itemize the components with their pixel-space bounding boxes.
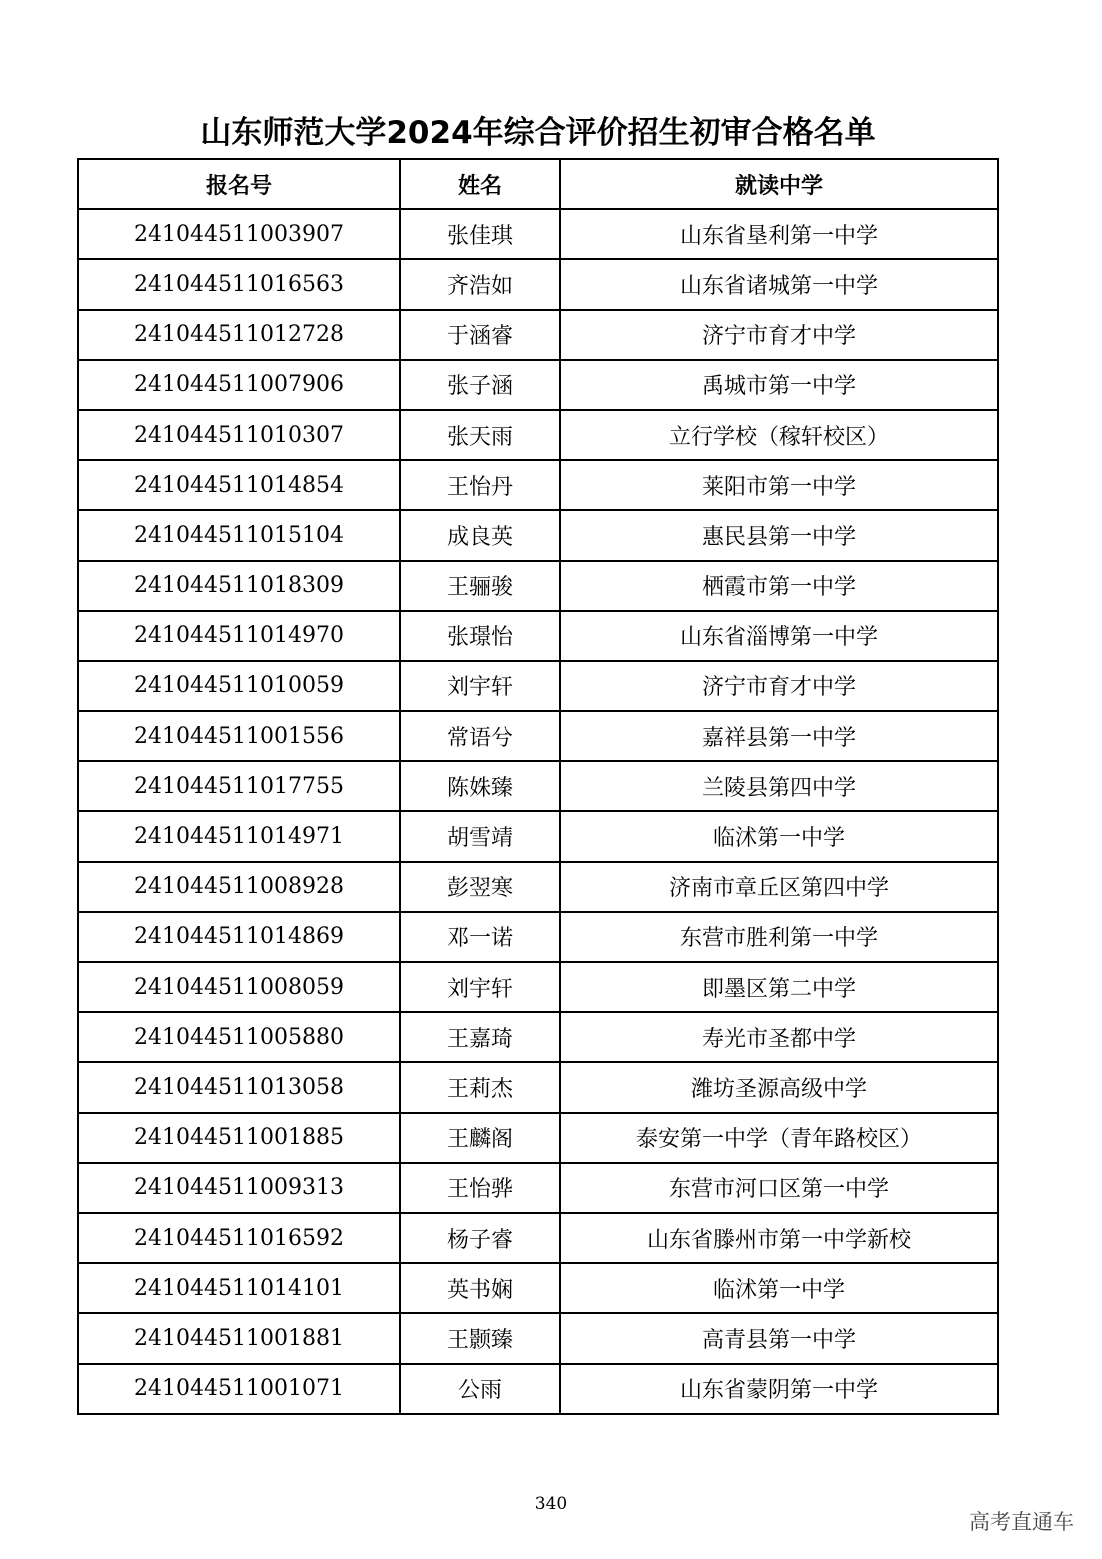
table-row [78, 811, 998, 861]
student-name-cell: 张璟怡 [400, 611, 560, 661]
student-name-cell: 王莉杰 [400, 1062, 560, 1112]
registration-number-cell: 241044511009313 [78, 1163, 400, 1213]
admission-list-table [77, 158, 999, 1415]
registration-number-cell: 241044511001071 [78, 1364, 400, 1414]
school-cell: 济南市章丘区第四中学 [560, 862, 998, 912]
table-row [78, 209, 998, 259]
header-registration-number: 报名号 [78, 159, 400, 209]
student-name-cell: 陈姝臻 [400, 761, 560, 811]
student-name-cell: 张佳琪 [400, 209, 560, 259]
table-row [78, 510, 998, 560]
registration-number-cell: 241044511017755 [78, 761, 400, 811]
student-name-cell: 于涵睿 [400, 310, 560, 360]
student-name-cell: 成良英 [400, 510, 560, 560]
student-name-cell: 齐浩如 [400, 259, 560, 309]
student-name-cell: 刘宇轩 [400, 962, 560, 1012]
header-name: 姓名 [400, 159, 560, 209]
registration-number-cell: 241044511013058 [78, 1062, 400, 1112]
registration-number-cell: 241044511012728 [78, 310, 400, 360]
school-cell: 山东省滕州市第一中学新校 [560, 1213, 998, 1263]
student-name-cell: 王嘉琦 [400, 1012, 560, 1062]
table-row [78, 862, 998, 912]
table-row [78, 1062, 998, 1112]
school-cell: 栖霞市第一中学 [560, 561, 998, 611]
registration-number-cell: 241044511001885 [78, 1113, 400, 1163]
registration-number-cell: 241044511015104 [78, 510, 400, 560]
table-row [78, 761, 998, 811]
registration-number-cell: 241044511016592 [78, 1213, 400, 1263]
registration-number-cell: 241044511014854 [78, 460, 400, 510]
student-name-cell: 胡雪靖 [400, 811, 560, 861]
school-cell: 济宁市育才中学 [560, 310, 998, 360]
watermark-logo-text: 高考直通车 [969, 1510, 1074, 1534]
registration-number-cell: 241044511007906 [78, 360, 400, 410]
registration-number-cell: 241044511008059 [78, 962, 400, 1012]
school-cell: 临沭第一中学 [560, 1263, 998, 1313]
table-row [78, 360, 998, 410]
student-name-cell: 邓一诺 [400, 912, 560, 962]
registration-number-cell: 241044511001881 [78, 1313, 400, 1363]
student-name-cell: 王怡骅 [400, 1163, 560, 1213]
school-cell: 兰陵县第四中学 [560, 761, 998, 811]
table-row [78, 1213, 998, 1263]
table-row [78, 460, 998, 510]
student-name-cell: 彭翌寒 [400, 862, 560, 912]
student-name-cell: 王骊骏 [400, 561, 560, 611]
student-name-cell: 杨子睿 [400, 1213, 560, 1263]
school-cell: 高青县第一中学 [560, 1313, 998, 1363]
school-cell: 东营市河口区第一中学 [560, 1163, 998, 1213]
header-school: 就读中学 [560, 159, 998, 209]
school-cell: 嘉祥县第一中学 [560, 711, 998, 761]
table-row [78, 1163, 998, 1213]
table-row [78, 1313, 998, 1363]
registration-number-cell: 241044511010059 [78, 661, 400, 711]
registration-number-cell: 241044511008928 [78, 862, 400, 912]
school-cell: 东营市胜利第一中学 [560, 912, 998, 962]
student-name-cell: 王怡丹 [400, 460, 560, 510]
school-cell: 立行学校（稼轩校区） [560, 410, 998, 460]
school-cell: 寿光市圣都中学 [560, 1012, 998, 1062]
table-row [78, 561, 998, 611]
table-row [78, 962, 998, 1012]
school-cell: 禹城市第一中学 [560, 360, 998, 410]
table-row [78, 410, 998, 460]
school-cell: 泰安第一中学（青年路校区） [560, 1113, 998, 1163]
registration-number-cell: 241044511018309 [78, 561, 400, 611]
table-row [78, 661, 998, 711]
school-cell: 即墨区第二中学 [560, 962, 998, 1012]
registration-number-cell: 241044511014869 [78, 912, 400, 962]
table-row [78, 1113, 998, 1163]
registration-number-cell: 241044511016563 [78, 259, 400, 309]
table-row [78, 1012, 998, 1062]
registration-number-cell: 241044511014970 [78, 611, 400, 661]
table-row [78, 1364, 998, 1414]
table-row [78, 1263, 998, 1313]
student-name-cell: 张子涵 [400, 360, 560, 410]
table-row [78, 310, 998, 360]
student-name-cell: 常语兮 [400, 711, 560, 761]
registration-number-cell: 241044511010307 [78, 410, 400, 460]
school-cell: 临沭第一中学 [560, 811, 998, 861]
student-name-cell: 王麟阁 [400, 1113, 560, 1163]
registration-number-cell: 241044511014971 [78, 811, 400, 861]
table-header-row [78, 159, 998, 209]
student-name-cell: 王颢臻 [400, 1313, 560, 1363]
registration-number-cell: 241044511003907 [78, 209, 400, 259]
table-row [78, 912, 998, 962]
student-name-cell: 刘宇轩 [400, 661, 560, 711]
student-name-cell: 英书娴 [400, 1263, 560, 1313]
school-cell: 山东省垦利第一中学 [560, 209, 998, 259]
student-name-cell: 张天雨 [400, 410, 560, 460]
school-cell: 潍坊圣源高级中学 [560, 1062, 998, 1112]
school-cell: 莱阳市第一中学 [560, 460, 998, 510]
school-cell: 山东省蒙阴第一中学 [560, 1364, 998, 1414]
table-row [78, 259, 998, 309]
registration-number-cell: 241044511001556 [78, 711, 400, 761]
school-cell: 济宁市育才中学 [560, 661, 998, 711]
registration-number-cell: 241044511005880 [78, 1012, 400, 1062]
registration-number-cell: 241044511014101 [78, 1263, 400, 1313]
school-cell: 惠民县第一中学 [560, 510, 998, 560]
table-row [78, 711, 998, 761]
school-cell: 山东省诸城第一中学 [560, 259, 998, 309]
table-row [78, 611, 998, 661]
student-name-cell: 公雨 [400, 1364, 560, 1414]
page-number: 340 [534, 1494, 568, 1514]
document-title: 山东师范大学2024年综合评价招生初审合格名单 [200, 115, 876, 151]
school-cell: 山东省淄博第一中学 [560, 611, 998, 661]
